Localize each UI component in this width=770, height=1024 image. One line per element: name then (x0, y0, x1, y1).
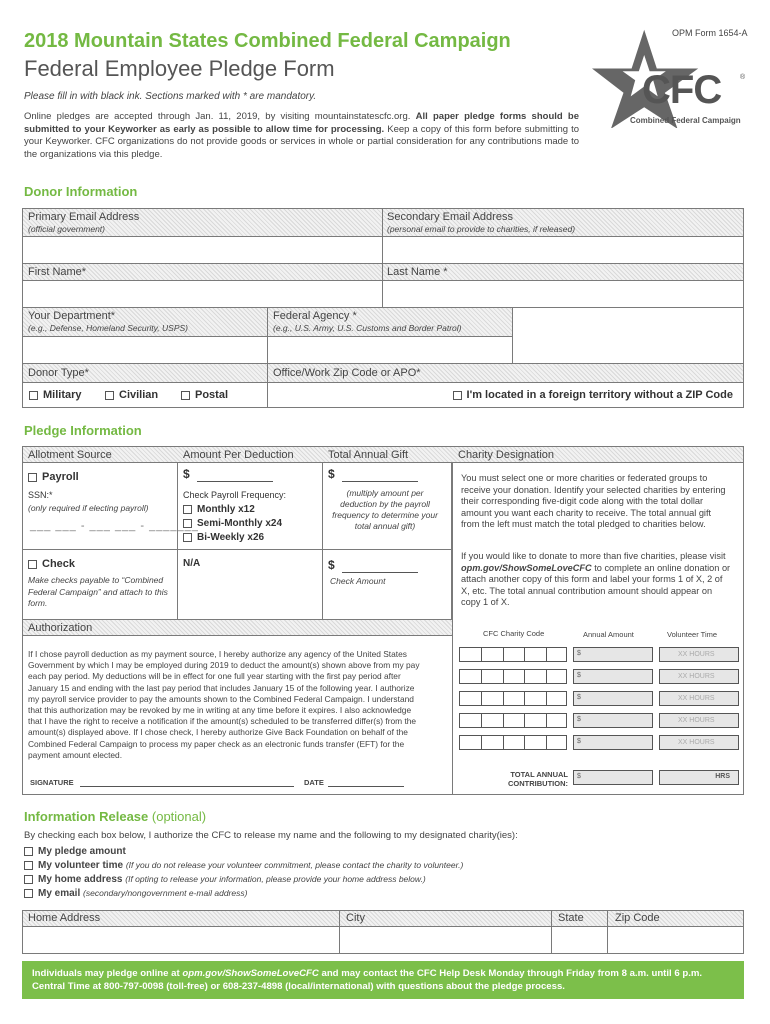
total-dollar: $ (577, 773, 581, 780)
hrs-label: HRS (715, 773, 730, 780)
donor-heading: Donor Information (24, 184, 138, 199)
military-checkbox[interactable] (29, 391, 38, 400)
monthly-checkbox[interactable] (183, 505, 192, 514)
secondary-email-sub: (personal email to provide to charities, if released) (387, 224, 576, 234)
charity-row (459, 647, 739, 663)
footer-banner (22, 961, 744, 999)
footer-text-c: and may contact the CFC Help Desk Monday through Friday from 8 a.m. until 6 p.m. Central Time at 800-797-0098 (toll-free) or 608-237-4898 (local/international) with questions about the pledge process. (32, 968, 703, 992)
department-sub: (e.g., Defense, Homeland Security, USPS) (28, 323, 188, 333)
intro-text-b: All paper pledge forms should be submitted to your Keyworker as early as possible to allow time for processing. (24, 111, 579, 135)
total-volunteer-hours[interactable] (659, 770, 739, 785)
volunteer-time-field[interactable] (659, 713, 739, 728)
amount-dollar: $ (577, 738, 581, 745)
annual-amount-field[interactable] (573, 691, 653, 706)
payroll-amount-dollar: $ (183, 467, 190, 481)
donor-type-label: Donor Type* (28, 367, 89, 379)
annual-amount-header: Annual Amount (583, 630, 634, 639)
charity-code-field[interactable] (459, 713, 567, 728)
last-name-field[interactable] (382, 280, 744, 308)
total-gift-dollar: $ (328, 467, 335, 481)
department-field[interactable] (22, 336, 268, 364)
check-amount-field[interactable] (342, 572, 418, 573)
date-field[interactable] (328, 786, 404, 787)
foreign-territory-option[interactable] (453, 389, 733, 401)
amount-dollar: $ (577, 694, 581, 701)
zip-label: Office/Work Zip Code or APO* (273, 367, 421, 379)
release-volunteer-time[interactable] (24, 860, 463, 871)
check-na: N/A (183, 558, 201, 569)
semi-monthly-option[interactable] (183, 518, 282, 529)
charity-row (459, 735, 739, 751)
form-subtitle: Federal Employee Pledge Form (24, 56, 335, 81)
payroll-checkbox[interactable] (28, 473, 37, 482)
amount-dollar: $ (577, 672, 581, 679)
total-contribution-label: TOTAL ANNUAL CONTRIBUTION: (508, 770, 568, 788)
charity-code-header: CFC Charity Code (483, 629, 545, 638)
intro-paragraph (24, 111, 579, 161)
release-address-note: (If opting to release your information, please provide your home address below.) (125, 874, 426, 884)
cfc-logo (590, 28, 750, 128)
intro-text-a: Online pledges are accepted through Jan. 11, 2019, by visiting mountainstatescfc.org. (24, 111, 411, 122)
department-label: Your Department* (28, 310, 116, 322)
semi-monthly-label: Semi-Monthly x24 (197, 518, 283, 529)
bi-weekly-checkbox[interactable] (183, 533, 192, 542)
postal-label: Postal (195, 389, 229, 401)
logo-text: CFC (642, 68, 722, 112)
first-name-field[interactable] (22, 280, 383, 308)
first-name-label: First Name* (28, 266, 87, 278)
ssn-field[interactable]: ___ ___ - ___ ___ - _______ (30, 520, 199, 532)
home-address-field[interactable] (22, 926, 340, 954)
check-amount-dollar: $ (328, 558, 335, 572)
date-label: DATE (304, 778, 324, 787)
civilian-option[interactable] (105, 389, 158, 401)
charity-row (459, 713, 739, 729)
check-amount-label: Check Amount (330, 576, 386, 586)
xx-hours-placeholder: XX HOURS (678, 673, 715, 680)
check-frequency-label: Check Payroll Frequency: (183, 490, 287, 500)
foreign-territory-label: I'm located in a foreign territory without a ZIP Code (466, 389, 733, 401)
signature-label: SIGNATURE (30, 778, 74, 787)
allotment-source-header: Allotment Source (28, 449, 112, 461)
release-intro: By checking each box below, I authorize the CFC to release my name and the following to my designated charity(ies): (24, 830, 518, 841)
authorization-text: If I chose payroll deduction as my payment source, I hereby authorize any agency of the United States Government by which I may be employed during 2019 to deduct the amount(s) shown above from my pay each pay period. My deductions will be in effect for one full year starting with the first pay period after January 15 and ending with the last pay period that includes January 15 of the following year. I authorize my payroll service provider to pay the amounts shown to the Combined Federal Campaign. I understand that this authorization may be revoked by me in writing at any time before it expires. I also acknowledge that I have the right to receive a notification if the amount(s) scheduled to be transferred differ(s) from the amount(s) displayed above. If I chose check, I hereby authorize Give Back Foundation on behalf of the Combined Federal Campaign to process my paper check as an electronic funds transfer (EFT) for the payment amount elected. (28, 649, 420, 760)
home-address-label: Home Address (28, 912, 101, 924)
xx-hours-placeholder: XX HOURS (678, 739, 715, 746)
amount-dollar: $ (577, 650, 581, 657)
annual-amount-field[interactable] (573, 735, 653, 750)
charity-designation-header: Charity Designation (458, 449, 554, 461)
zip-code-field[interactable] (607, 926, 744, 954)
release-volunteer-checkbox[interactable] (24, 861, 33, 870)
charity-text-2c: to complete an online donation or attach another copy of this form and label your forms 1 of X, 2 of X, etc. The total annual contribution amount should appear on copy 1 of X. (461, 562, 731, 608)
civilian-checkbox[interactable] (105, 391, 114, 400)
logo-registered: ® (740, 74, 746, 81)
ssn-label: SSN:* (28, 490, 53, 500)
check-label: Check (42, 558, 76, 570)
total-annual-gift-header: Total Annual Gift (328, 449, 409, 461)
office-field[interactable] (512, 308, 744, 364)
total-contribution-amount[interactable] (573, 770, 653, 785)
release-email-label: My email (38, 888, 81, 899)
check-note: Make checks payable to “Combined Federal Campaign” and attach to this form. (28, 575, 168, 608)
check-checkbox[interactable] (28, 560, 37, 569)
release-volunteer-note: (If you do not release your volunteer commitment, please contact the charity to volunteer.) (125, 860, 464, 870)
foreign-territory-checkbox[interactable] (453, 391, 462, 400)
charity-instructions-1: You must select one or more charities or federated groups to receive your donation. Identify your selected charities by entering their corresponding five-digit code along with the total dollar amount you want each charity to receive. The total annual gift from the left must match the total pledged to charities below. (461, 473, 726, 530)
postal-checkbox[interactable] (181, 391, 190, 400)
release-heading (24, 809, 206, 824)
intro-text-c: Keep a copy of this form before submitting to your Keyworker. CFC organizations do not provide goods or services in whole or partial consideration for any contributions made to the organizations via this pledge. (24, 123, 580, 160)
volunteer-time-field[interactable] (659, 691, 739, 706)
agency-field[interactable] (267, 336, 513, 364)
city-label: City (346, 912, 365, 924)
agency-label: Federal Agency * (273, 310, 357, 322)
xx-hours-placeholder: XX HOURS (678, 695, 715, 702)
bi-weekly-label: Bi-Weekly x26 (197, 532, 265, 543)
footer-text-a: Individuals may pledge online at (32, 968, 180, 979)
bi-weekly-option[interactable] (183, 532, 264, 543)
release-email-note: (secondary/nongovernment e-mail address) (83, 888, 248, 898)
xx-hours-placeholder: XX HOURS (678, 651, 715, 658)
last-name-label: Last Name * (387, 266, 448, 278)
secondary-email-field[interactable] (382, 236, 744, 264)
release-pledge-amount[interactable] (24, 846, 126, 857)
monthly-option[interactable] (183, 504, 255, 515)
charity-row (459, 691, 739, 707)
multiply-note: (multiply amount per deduction by the payroll frequency to determine your total annual gift) (332, 488, 438, 531)
state-label: State (558, 912, 584, 924)
volunteer-time-field[interactable] (659, 647, 739, 662)
monthly-label: Monthly x12 (197, 504, 255, 515)
annual-amount-field[interactable] (573, 713, 653, 728)
amount-per-deduction-header: Amount Per Deduction (183, 449, 294, 461)
logo-tagline: Combined Federal Campaign (630, 116, 741, 125)
military-label: Military (43, 389, 82, 401)
ssn-note: (only required if electing payroll) (28, 503, 149, 513)
release-email[interactable] (24, 888, 247, 899)
charity-code-field[interactable] (459, 647, 567, 662)
form-number: OPM Form 1654-A (672, 28, 748, 38)
annual-amount-field[interactable] (573, 669, 653, 684)
charity-code-field[interactable] (459, 669, 567, 684)
release-address-checkbox[interactable] (24, 875, 33, 884)
check-option[interactable] (28, 558, 75, 570)
release-heading-text: Information Release (24, 809, 149, 824)
release-optional: (optional) (151, 809, 207, 824)
payroll-option[interactable] (28, 471, 79, 483)
payroll-label: Payroll (42, 471, 79, 483)
instructions: Please fill in with black ink. Sections marked with * are mandatory. (24, 91, 317, 102)
civilian-label: Civilian (119, 389, 159, 401)
release-volunteer-label: My volunteer time (38, 860, 124, 871)
charity-row (459, 669, 739, 685)
payroll-amount-field[interactable] (197, 481, 273, 482)
campaign-title: 2018 Mountain States Combined Federal Campaign (24, 30, 511, 52)
charity-code-field[interactable] (459, 691, 567, 706)
volunteer-time-header: Volunteer Time (667, 630, 718, 639)
state-field[interactable] (551, 926, 608, 954)
secondary-email-label: Secondary Email Address (387, 211, 513, 223)
agency-sub: (e.g., U.S. Army, U.S. Customs and Border Patrol) (273, 323, 462, 333)
zip-field[interactable] (267, 382, 744, 408)
charity-rows (459, 647, 739, 757)
zip-code-label: Zip Code (615, 912, 660, 924)
charity-instructions-2 (461, 551, 733, 609)
total-gift-field[interactable] (342, 481, 418, 482)
footer-online-link[interactable]: opm.gov/ShowSomeLoveCFC (182, 968, 319, 979)
online-donation-link[interactable]: opm.gov/ShowSomeLoveCFC (461, 562, 592, 573)
city-field[interactable] (339, 926, 552, 954)
primary-email-sub: (official government) (28, 224, 106, 234)
release-address-label: My home address (38, 874, 123, 885)
volunteer-time-field[interactable] (659, 669, 739, 684)
semi-monthly-checkbox[interactable] (183, 519, 192, 528)
signature-field[interactable] (80, 786, 294, 787)
release-email-checkbox[interactable] (24, 889, 33, 898)
release-pledge-label: My pledge amount (38, 846, 126, 857)
volunteer-time-field[interactable] (659, 735, 739, 750)
authorization-label: Authorization (28, 622, 93, 634)
donor-type-options (22, 382, 268, 408)
primary-email-label: Primary Email Address (28, 211, 140, 223)
charity-text-2a: If you would like to donate to more than five charities, please visit (461, 551, 726, 561)
amount-dollar: $ (577, 716, 581, 723)
xx-hours-placeholder: XX HOURS (678, 717, 715, 724)
charity-code-field[interactable] (459, 735, 567, 750)
military-option[interactable] (29, 389, 82, 401)
pledge-heading: Pledge Information (24, 423, 142, 438)
postal-option[interactable] (181, 389, 228, 401)
annual-amount-field[interactable] (573, 647, 653, 662)
release-home-address[interactable] (24, 874, 426, 885)
primary-email-field[interactable] (22, 236, 383, 264)
release-pledge-checkbox[interactable] (24, 847, 33, 856)
